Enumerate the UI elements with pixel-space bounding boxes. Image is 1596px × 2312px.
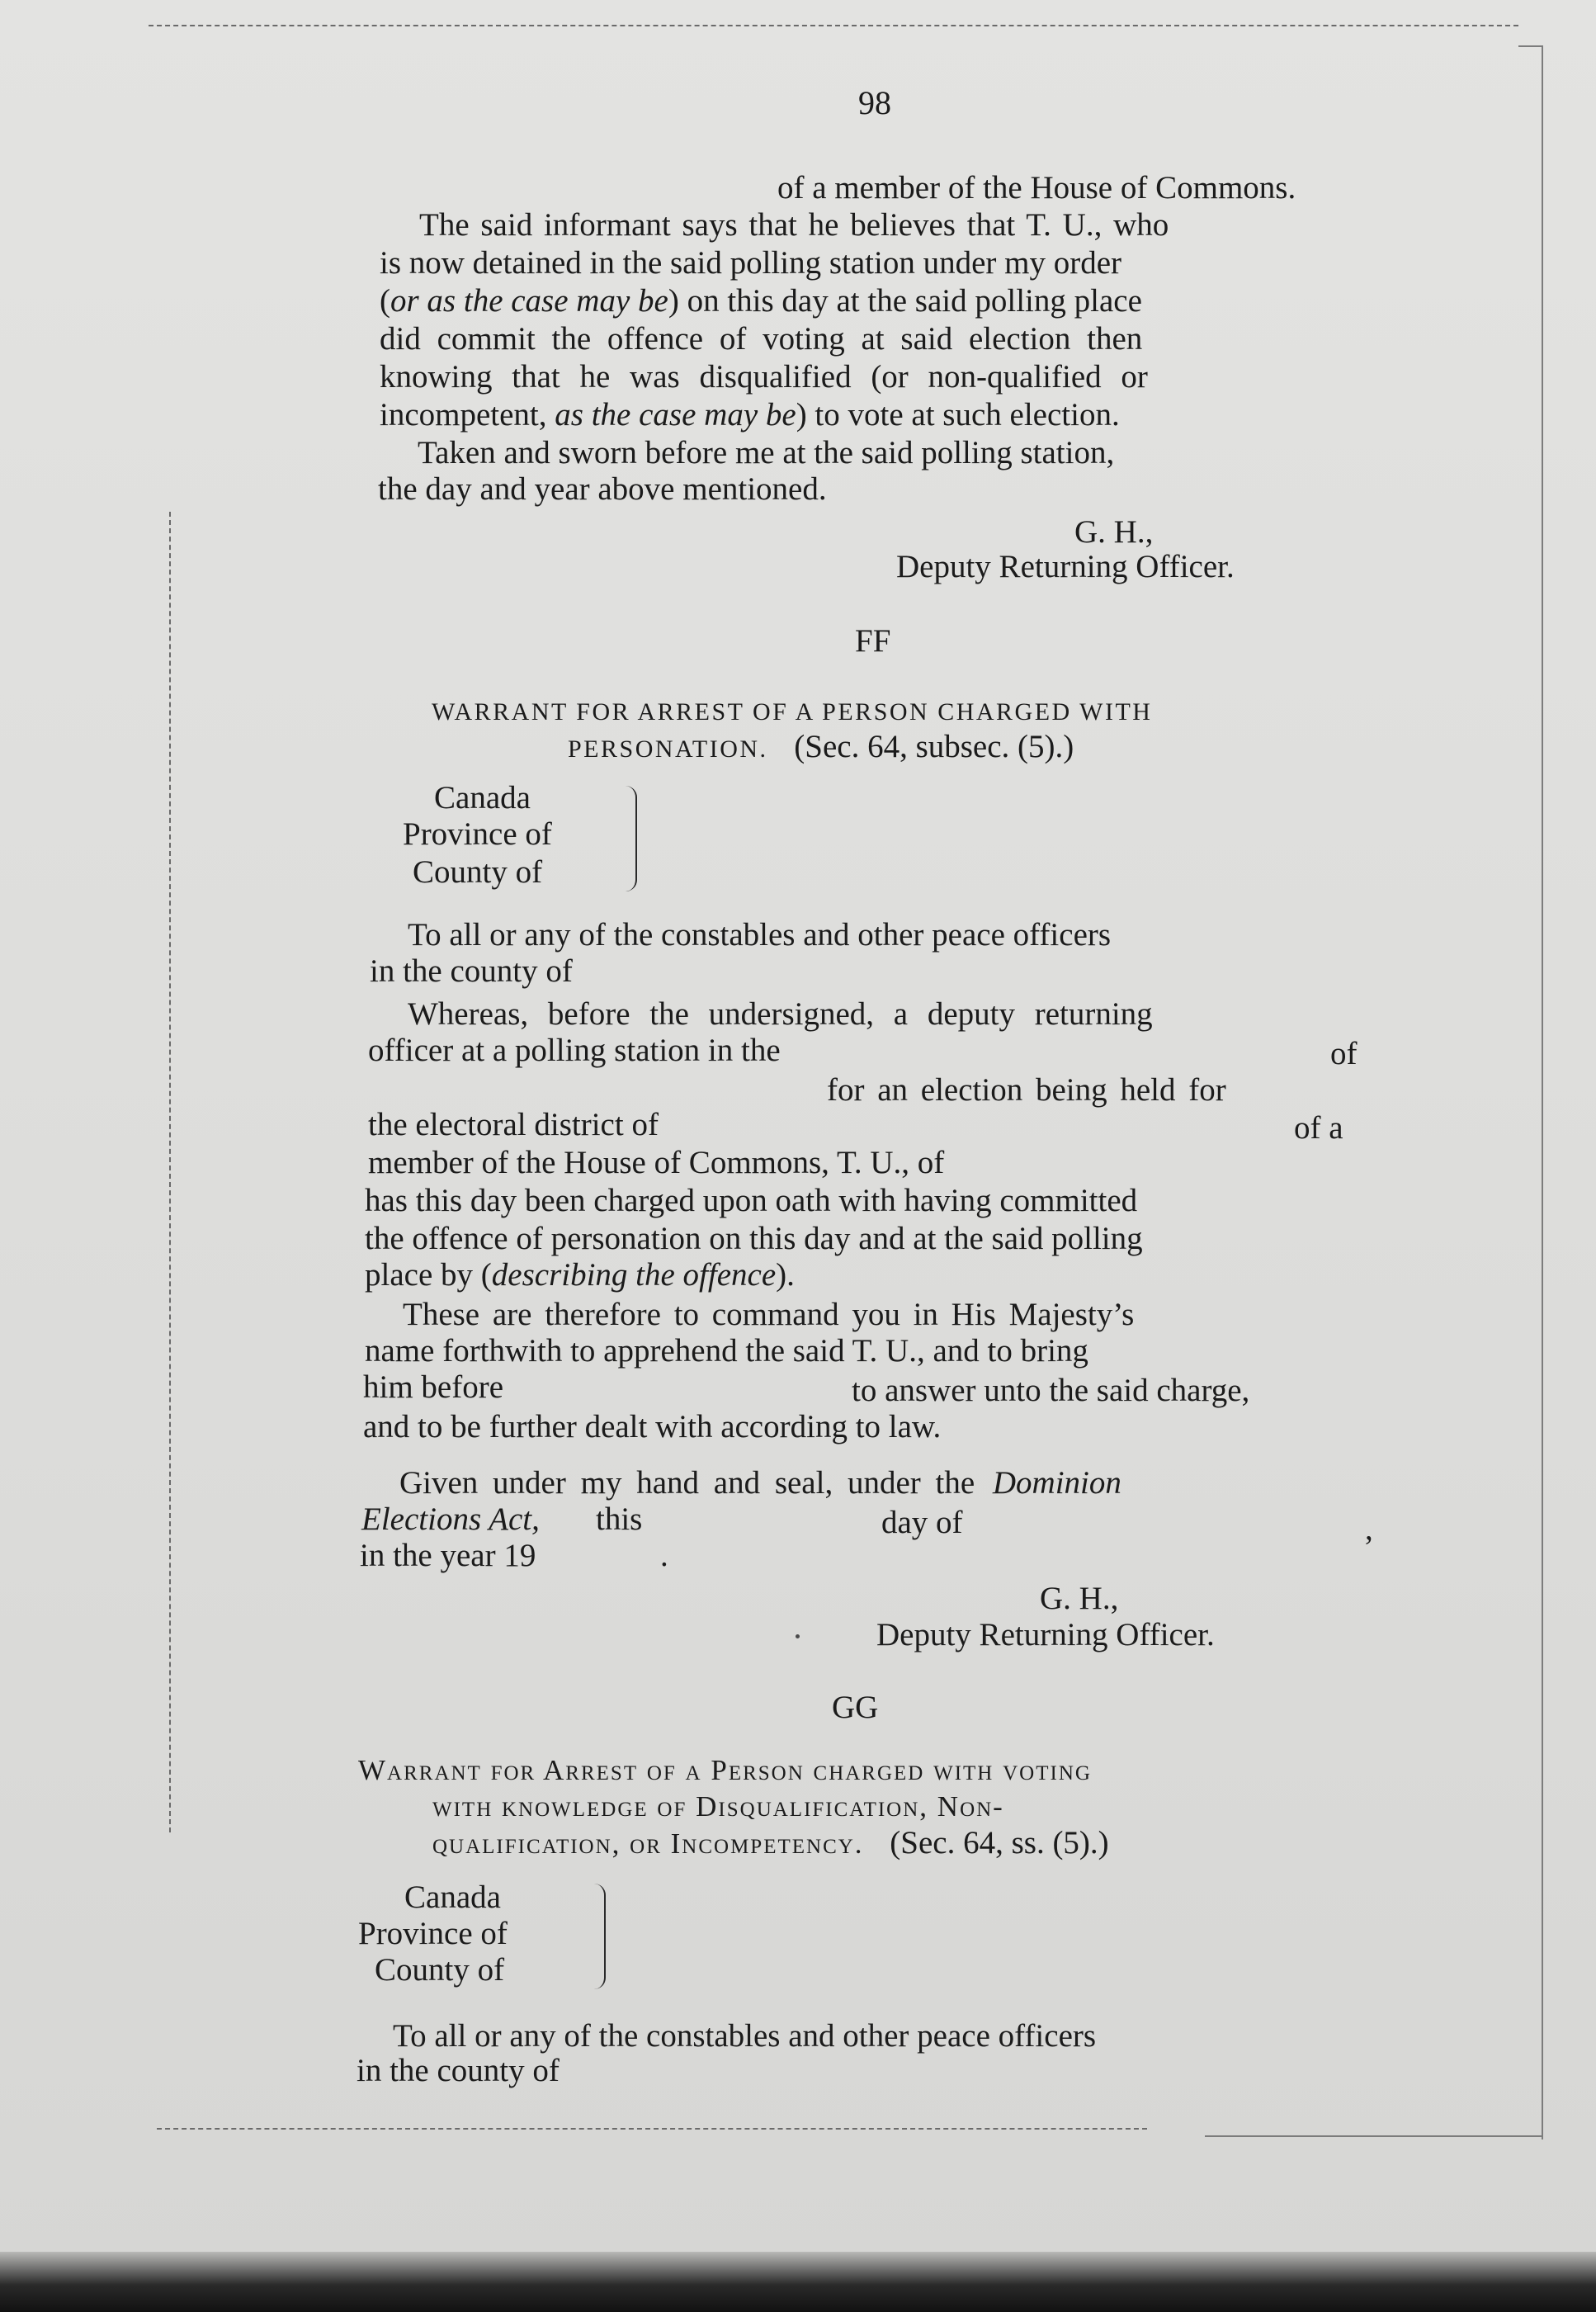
venue-brace xyxy=(593,1884,606,1989)
page-number: 98 xyxy=(858,84,891,121)
body-line: incompetent, as the case may be) to vote at such election. xyxy=(380,397,1120,433)
body-line: in the year 19 xyxy=(360,1538,536,1573)
text-run: place by ( xyxy=(365,1257,492,1293)
body-line: To all or any of the constables and other peace officers xyxy=(408,917,1112,953)
form-ff-section-ref: (Sec. 64, subsec. (5).) xyxy=(794,729,1074,764)
left-scan-edge xyxy=(169,512,171,1832)
italic-phrase: describing the offence xyxy=(491,1257,777,1293)
italic-phrase: or as the case may be xyxy=(390,283,668,319)
body-line: in the county of xyxy=(370,953,573,989)
venue-canada: Canada xyxy=(404,1879,501,1915)
venue-brace xyxy=(624,786,637,891)
venue-province: Province of xyxy=(358,1916,508,1951)
italic-phrase: Elections Act, xyxy=(361,1501,540,1537)
body-line: him before xyxy=(363,1369,504,1405)
body-line: These are therefore to command you in His Majesty’s xyxy=(403,1297,1135,1332)
page-border-bottom xyxy=(1205,2135,1543,2137)
signature-name: G. H., xyxy=(1074,514,1154,550)
body-line: is now detained in the said polling station under my order xyxy=(380,245,1121,281)
body-line: To all or any of the constables and other peace officers xyxy=(393,2018,1097,2054)
body-line xyxy=(399,1464,1121,1502)
form-heading-gg: GG xyxy=(832,1690,879,1725)
body-line: name forthwith to apprehend the said T. U., and to bring xyxy=(365,1333,1088,1369)
page-border-right xyxy=(1518,45,1543,2139)
body-line: of a xyxy=(1294,1110,1343,1146)
body-line: knowing that he was disqualified (or non-qualified or xyxy=(380,359,1148,395)
text-run: Given under my hand and seal, under the xyxy=(399,1465,975,1501)
body-line: , xyxy=(1365,1511,1373,1547)
form-ff-title-smallcaps: PERSONATION. xyxy=(568,735,768,763)
body-line: and to be further dealt with according to law. xyxy=(363,1409,942,1444)
body-line: . xyxy=(660,1538,668,1573)
scanner-bottom-edge xyxy=(0,2252,1596,2312)
body-line: officer at a polling station in the xyxy=(368,1033,781,1068)
body-line: for an election being held for xyxy=(827,1072,1226,1108)
body-line: to answer unto the said charge, xyxy=(852,1373,1250,1408)
venue-county: County of xyxy=(375,1952,505,1988)
top-scan-edge xyxy=(149,25,1518,26)
body-line: the offence of personation on this day and at the said polling xyxy=(365,1221,1143,1256)
body-line: of xyxy=(1330,1036,1358,1071)
form-gg-title: with knowledge of Disqualification, Non- xyxy=(432,1790,1004,1823)
venue-canada: Canada xyxy=(434,780,531,816)
body-line: the electoral district of xyxy=(368,1107,659,1142)
body-line: Taken and sworn before me at the said polling station, xyxy=(418,435,1115,470)
body-line: did commit the offence of voting at said election then xyxy=(380,321,1143,357)
body-line: day of xyxy=(881,1505,963,1540)
venue-county: County of xyxy=(413,854,543,890)
form-heading-ff: FF xyxy=(855,623,891,659)
body-line: Whereas, before the undersigned, a deputy returning xyxy=(408,996,1153,1032)
form-gg-title: qualification, or Incompetency. xyxy=(432,1827,864,1860)
signature-name: G. H., xyxy=(1040,1581,1119,1616)
form-gg-title-line3 xyxy=(432,1824,1109,1863)
body-line: of a member of the House of Commons. xyxy=(777,170,1296,206)
body-line: The said informant says that he believes that T. U., who xyxy=(419,207,1169,243)
form-ff-title-line2 xyxy=(568,728,1074,768)
italic-phrase: as the case may be xyxy=(555,397,796,433)
signature-title: Deputy Returning Officer. xyxy=(876,1617,1215,1652)
form-gg-title: Warrant for Arrest of a Person charged with voting xyxy=(358,1754,1092,1786)
body-line: in the county of xyxy=(357,2053,560,2088)
body-line: the day and year above mentioned. xyxy=(378,471,827,507)
body-line: has this day been charged upon oath with having committed xyxy=(365,1183,1138,1218)
bottom-scan-edge xyxy=(157,2128,1147,2130)
venue-province: Province of xyxy=(403,816,552,852)
signature-title: Deputy Returning Officer. xyxy=(896,549,1235,584)
body-line: member of the House of Commons, T. U., of xyxy=(368,1145,945,1180)
form-ff-title: WARRANT FOR ARREST OF A PERSON CHARGED WITH xyxy=(432,698,1153,726)
italic-phrase: Dominion xyxy=(992,1465,1121,1501)
form-gg-section-ref: (Sec. 64, ss. (5).) xyxy=(890,1825,1109,1860)
text-run: ). xyxy=(776,1257,795,1293)
body-line: this xyxy=(596,1501,643,1537)
body-line xyxy=(365,1256,795,1294)
stray-dot xyxy=(796,1634,800,1638)
body-line: (or as the case may be) on this day at the said polling place xyxy=(380,283,1142,319)
